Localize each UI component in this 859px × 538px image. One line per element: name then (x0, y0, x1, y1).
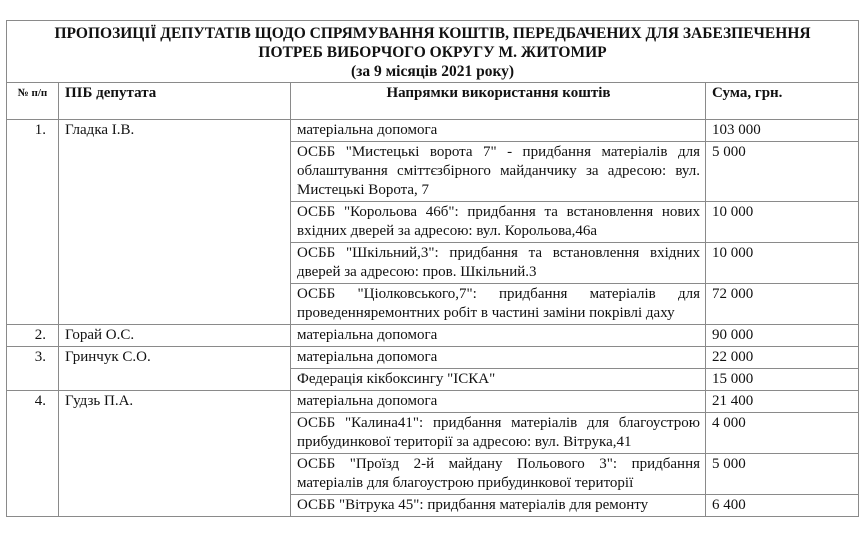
sum-cell: 72 000 (706, 284, 859, 325)
direction-cell: ОСББ "Калина41": придбання матеріалів для благоустрою прибудинкової території за адресою: вул. Вітрука,41 (291, 413, 706, 454)
table-row (7, 325, 859, 347)
direction-cell: матеріальна допомога (291, 347, 706, 369)
direction-cell: матеріальна допомога (291, 120, 706, 142)
header-name: ПІБ депутата (59, 83, 291, 120)
direction-cell: матеріальна допомога (291, 391, 706, 413)
sum-cell: 103 000 (706, 120, 859, 142)
direction-cell: ОСББ "Шкільний,3": придбання та встановлення вхідних дверей за адресою: пров. Шкільний.3 (291, 243, 706, 284)
deputy-number: 1. (7, 120, 59, 325)
direction-cell: ОСББ "Мистецькі ворота 7" - придбання матеріалів для облаштування сміттєзбірного майданчику за адресою: вул. Мистецькі Ворота, 7 (291, 142, 706, 202)
document-title (7, 21, 859, 83)
proposals-table (6, 20, 859, 517)
sum-cell: 15 000 (706, 369, 859, 391)
direction-cell: ОСББ "Корольова 46б": придбання та встановлення нових вхідних дверей за адресою: вул. Корольова,46а (291, 202, 706, 243)
sum-cell: 5 000 (706, 454, 859, 495)
table-row (7, 347, 859, 369)
direction-cell: ОСББ "Вітрука 45": придбання матеріалів для ремонту (291, 495, 706, 517)
direction-cell: Федерація кікбоксингу "ІСКА" (291, 369, 706, 391)
table-row (7, 120, 859, 142)
deputy-name: Гудзь П.А. (59, 391, 291, 517)
header-row (7, 83, 859, 120)
deputy-number: 2. (7, 325, 59, 347)
sum-cell: 6 400 (706, 495, 859, 517)
sum-cell: 22 000 (706, 347, 859, 369)
title-line-1: ПРОПОЗИЦІЇ ДЕПУТАТІВ ЩОДО СПРЯМУВАННЯ КОШТІВ, ПЕРЕДБАЧЕНИХ ДЛЯ ЗАБЕЗПЕЧЕННЯ (54, 25, 811, 42)
deputy-number: 4. (7, 391, 59, 517)
title-line-2: ПОТРЕБ ВИБОРЧОГО ОКРУГУ М. ЖИТОМИР (258, 44, 607, 61)
title-line-3: (за 9 місяців 2021 року) (350, 63, 515, 80)
deputy-number: 3. (7, 347, 59, 391)
direction-cell: ОСББ "Проїзд 2-й майдану Польового 3": придбання матеріалів для благоустрою прибудинкової території (291, 454, 706, 495)
header-sum: Сума, грн. (706, 83, 859, 120)
header-num: № п/п (7, 83, 59, 120)
direction-cell: ОСББ "Ціолковського,7": придбання матеріалів для проведенняремонтних робіт в частині заміни покрівлі даху (291, 284, 706, 325)
title-row (7, 21, 859, 83)
deputy-name: Гринчук С.О. (59, 347, 291, 391)
header-direction: Напрямки використання коштів (291, 83, 706, 120)
table-row (7, 391, 859, 413)
sum-cell: 4 000 (706, 413, 859, 454)
sum-cell: 5 000 (706, 142, 859, 202)
deputy-name: Гладка І.В. (59, 120, 291, 325)
direction-cell: матеріальна допомога (291, 325, 706, 347)
sum-cell: 90 000 (706, 325, 859, 347)
deputy-name: Горай О.С. (59, 325, 291, 347)
sum-cell: 10 000 (706, 202, 859, 243)
sum-cell: 10 000 (706, 243, 859, 284)
sum-cell: 21 400 (706, 391, 859, 413)
